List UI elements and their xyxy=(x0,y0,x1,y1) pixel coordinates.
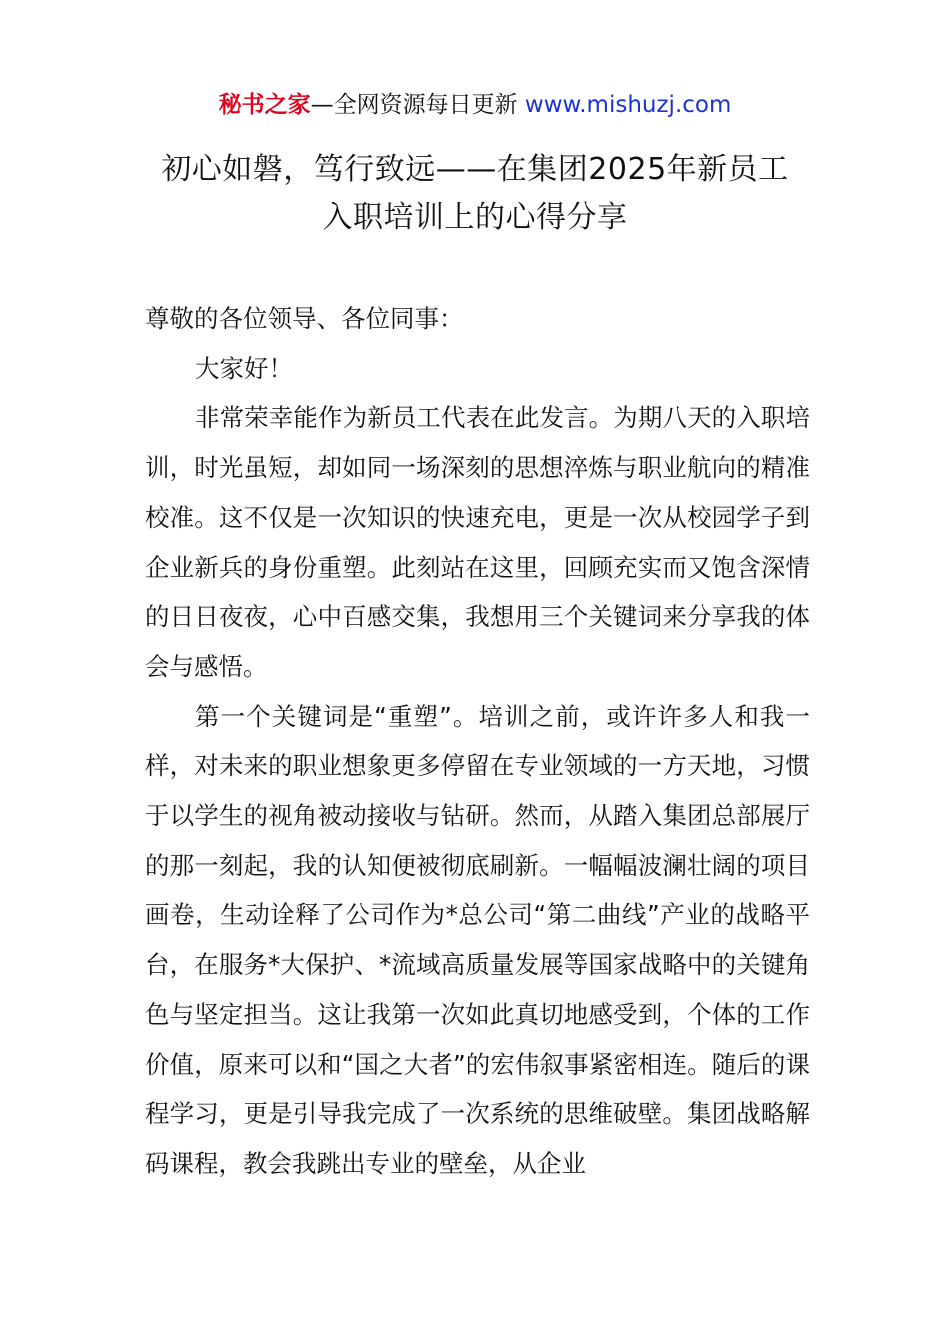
paragraph-1: 非常荣幸能作为新员工代表在此发言。为期八天的入职培训，时光虽短，却如同一场深刻的思想淬炼与职业航向的精准校准。这不仅是一次知识的快速充电，更是一次从校园学子到企业新兵的身份重塑。此刻站在这里，回顾充实而又饱含深情的日日夜夜，心中百感交集，我想用三个关键词来分享我的体会与感悟。 xyxy=(145,403,810,681)
brand-name: 秘书之家 xyxy=(218,92,311,118)
greeting: 大家好！ xyxy=(195,353,293,383)
salutation: 尊敬的各位领导、各位同事： xyxy=(145,304,464,333)
title-line-2: 入职培训上的心得分享 xyxy=(322,200,628,235)
site-header xyxy=(0,88,950,122)
document-body xyxy=(145,294,810,1189)
site-url-link[interactable]: www.mishuzj.com xyxy=(524,92,732,118)
paragraph-2: 第一个关键词是“重塑”。培训之前，或许许多人和我一样，对未来的职业想象更多停留在专业领域的一方天地，习惯于以学生的视角被动接收与钻研。然而，从踏入集团总部展厅的那一刻起，我的认知便被彻底刷新。一幅幅波澜壮阔的项目画卷，生动诠释了公司作为*总公司“第二曲线”产业的战略平台，在服务*大保护、*流域高质量发展等国家战略中的关键角色与坚定担当。这让我第一次如此真切地感受到，个体的工作价值，原来可以和“国之大者”的宏伟叙事紧密相连。随后的课程学习，更是引导我完成了一次系统的思维破壁。集团战略解码课程，教会我跳出专业的壁垒，从企业 xyxy=(145,701,810,1178)
document-title xyxy=(100,146,850,242)
header-tagline: —全网资源每日更新 xyxy=(310,92,518,118)
title-line-1: 初心如磐，笃行致远——在集团2025年新员工 xyxy=(161,152,789,187)
